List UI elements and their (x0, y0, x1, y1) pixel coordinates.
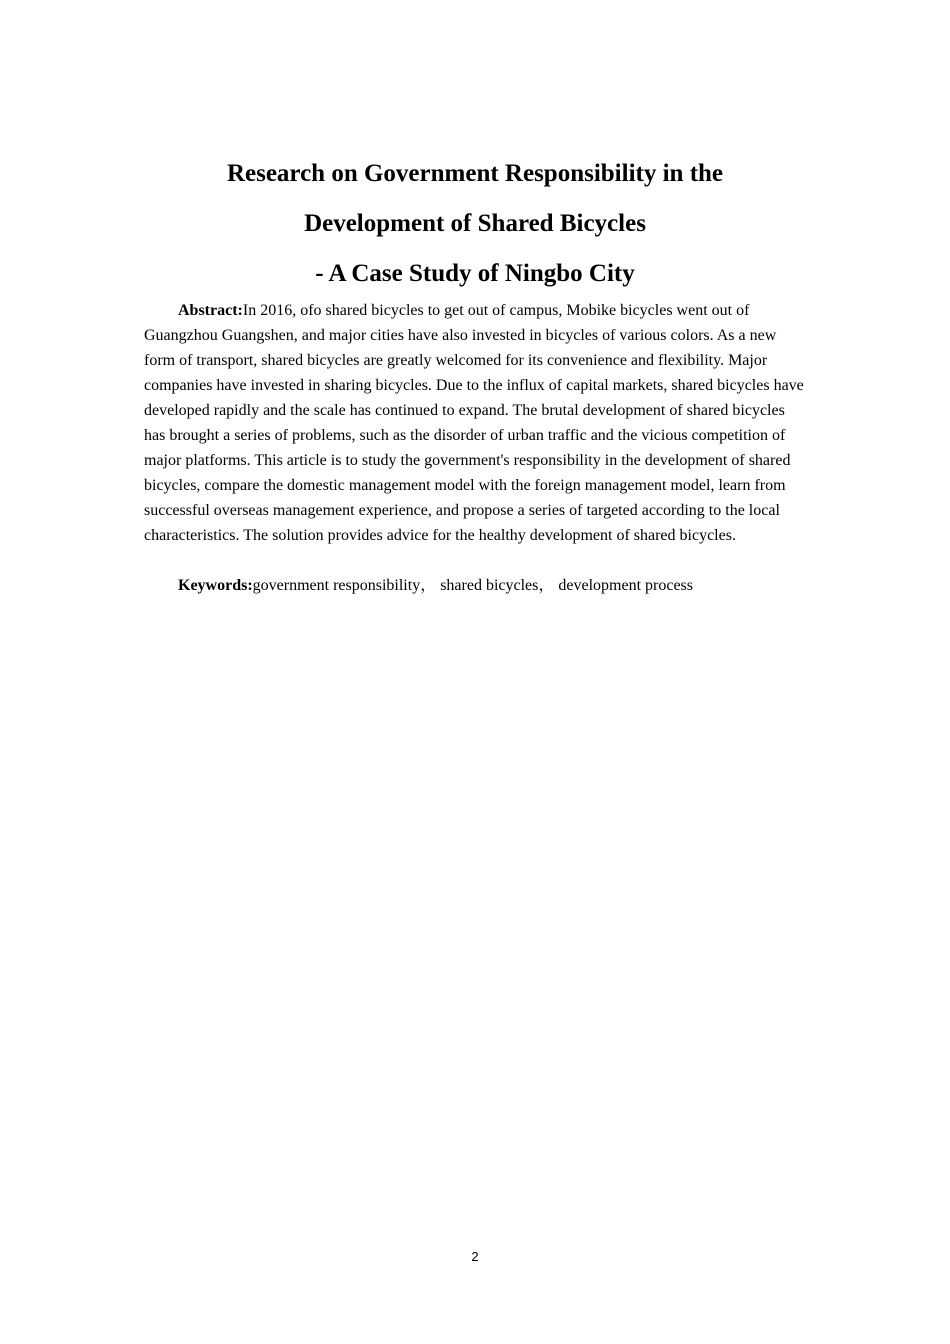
title-line-1: Research on Government Responsibility in the (226, 160, 724, 187)
keywords-text: government responsibility， shared bicycles， development process (252, 577, 693, 594)
page-number: 2 (471, 1249, 479, 1264)
abstract-paragraph (144, 298, 809, 548)
abstract-label: Abstract: (178, 302, 243, 319)
keywords-paragraph (144, 573, 809, 598)
keywords-label: Keywords: (178, 577, 253, 594)
subtitle-line: - A Case Study of Ningbo City (315, 260, 635, 287)
abstract-text: In 2016, ofo shared bicycles to get out of campus, Mobike bicycles went out of Guangzhou Guangshen, and major cities have also invested in bicycles of various colors. As a new form of transport, shared bicycles are greatly welcomed for its convenience and flexibility. Major companies have invested in sharing bicycles. Due to the influx of capital markets, shared bicycles have developed rapidly and the scale has continued to expand. The brutal development of shared bicycles has brought a series of problems, such as the disorder of urban traffic and the vicious competition of major platforms. This article is to study the government's responsibility in the development of shared bicycles, compare the domestic management model with the foreign management model, learn from successful overseas management experience, and propose a series of targeted according to the local characteristics. The solution provides advice for the healthy development of shared bicycles. (144, 302, 804, 544)
title-line-2: Development of Shared Bicycles (304, 210, 646, 237)
